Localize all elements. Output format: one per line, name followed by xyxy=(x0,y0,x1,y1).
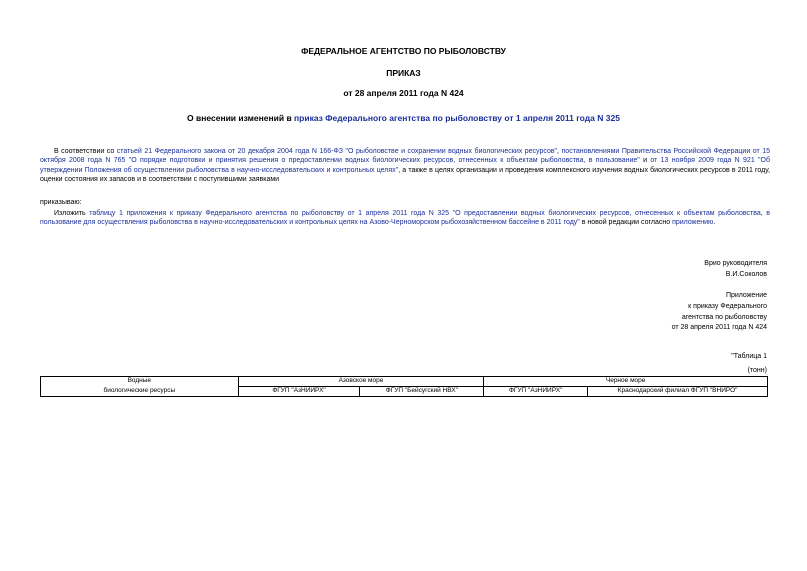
p3-link-table[interactable]: таблицу 1 приложения к приказу Федерального агентства по рыболовству от 1 апреля 2011 года N 325 "О предоставлении водных биологических ресурсов, отнесенных к объектам рыболовства, в пользование для осуществления рыболовства в научно-исследовательских и контрольных целях на Азово-Черноморском рыбохозяйственном бассейне в 2011 году" xyxy=(40,210,770,227)
agency-name: ФЕДЕРАЛЬНОЕ АГЕНТСТВО ПО РЫБОЛОВСТВУ xyxy=(301,46,506,56)
table-header-row xyxy=(41,377,768,387)
document-date: от 28 апреля 2011 года N 424 xyxy=(343,88,464,98)
table-unit: (тонн) xyxy=(747,367,767,374)
p1-text-c: и xyxy=(639,157,651,165)
header-sea-black: Черное море xyxy=(484,377,768,387)
p1-link-law[interactable]: статьей 21 Федерального закона от 20 декабря 2004 года N 166-ФЗ "О рыболовстве и сохранении водных биологических ресурсов" xyxy=(116,148,558,155)
paragraph-order: приказываю: xyxy=(40,199,82,206)
p1-link-resolution-2[interactable]: от 13 ноября 2009 года N 921 "Об утверждении Положения об осуществлении рыболовства в научно-исследовательских и контрольных целях" xyxy=(40,157,770,174)
header-resources-2: биологические ресурсы xyxy=(41,387,239,397)
title-prefix: О внесении изменений в xyxy=(187,113,295,123)
table-label: "Таблица 1 xyxy=(731,353,767,360)
document-type: ПРИКАЗ xyxy=(386,68,421,78)
appendix-date: от 28 апреля 2011 года N 424 xyxy=(671,324,767,331)
appendix-line-3: агентства по рыболовству xyxy=(681,314,767,321)
table-subheader-row xyxy=(41,387,768,397)
title-link[interactable]: приказ Федерального агентства по рыболовству от 1 апреля 2011 года N 325 xyxy=(294,113,620,123)
header-resources: Водные xyxy=(41,377,239,387)
p1-text-d: , а также в целях организации и проведения комплексного изучения водных биологических ресурсов в 2011 году, оценки состояния их запасов и в соответствии с поступившими заявками xyxy=(40,166,770,184)
quota-table xyxy=(40,376,768,397)
paragraph-instruction xyxy=(40,209,770,228)
paragraph-preamble xyxy=(40,147,770,185)
appendix-line-2: к приказу Федерального xyxy=(688,303,767,310)
signature-position: Врио руководителя xyxy=(704,260,767,267)
header-org-2: ФГУП "Бейсугский НВХ" xyxy=(360,387,484,397)
p1-text-b: , xyxy=(557,148,562,155)
p3-link-appendix[interactable]: приложению xyxy=(672,219,714,227)
header-sea-azov: Азовское море xyxy=(238,377,484,387)
p1-link-resolution[interactable]: постановлениями Правительства Российской Федерации от 15 октября 2008 года N 765 "О порядке подготовки и принятия решения о предоставлении водных биологических ресурсов, отнесенных к объектам рыболовства, в пользование" xyxy=(40,148,771,165)
header-org-1: ФГУП "АзНИИРХ" xyxy=(238,387,360,397)
header-org-3: ФГУП "АзНИИРХ" xyxy=(484,387,588,397)
p3-text-a: Изложить xyxy=(54,210,90,217)
appendix-label: Приложение xyxy=(725,292,767,299)
signature-name: В.И.Соколов xyxy=(725,271,767,278)
p3-text-c: . xyxy=(713,219,716,227)
header-org-4: Краснодарский филиал ФГУП "ВНИРО" xyxy=(588,387,768,397)
p3-text-b: в новой редакции согласно xyxy=(579,219,673,227)
document-title xyxy=(0,113,807,124)
p1-text-a: В соответствии со xyxy=(54,148,117,155)
